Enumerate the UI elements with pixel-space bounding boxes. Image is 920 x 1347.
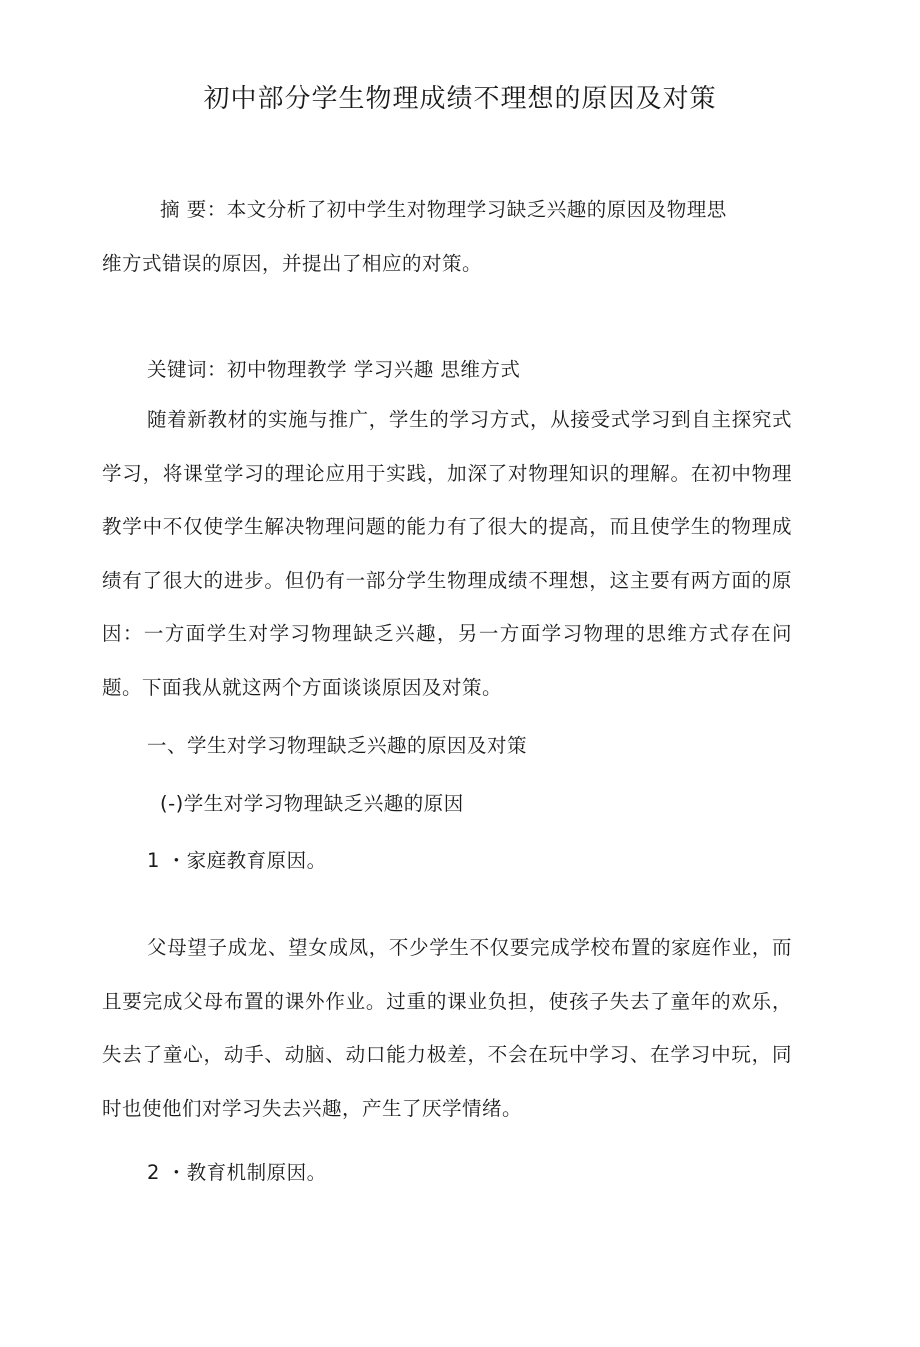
item-heading-2: 2 ・教育机制原因。	[147, 1161, 327, 1184]
item-heading-1: 1 ・家庭教育原因。	[147, 849, 327, 872]
subsection-heading-1: (-)学生对学习物理缺乏兴趣的原因	[160, 792, 464, 815]
intro-paragraph: 随着新教材的实施与推广，学生的学习方式，从接受式学习到自主探究式学习，将课堂学习的理论应用于实践，加深了对物理知识的理解。在初中物理教学中不仅使学生解决物理问题的能力有了很大的提高，而且使学生的物理成绩有了很大的进步。但仍有一部分学生物理成绩不理想，这主要有两方面的原因：一方面学生对学习物理缺乏兴趣，另一方面学习物理的思维方式存在问题。下面我从就这两个方面谈谈原因及对策。	[102, 408, 792, 699]
keywords: 关键词：初中物理教学 学习兴趣 思维方式	[147, 358, 521, 381]
abstract-line-2: 维方式错误的原因，并提出了相应的对策。	[102, 252, 483, 275]
section-heading-1: 一、学生对学习物理缺乏兴趣的原因及对策	[147, 734, 528, 757]
abstract-line-1: 摘 要：本文分析了初中学生对物理学习缺乏兴趣的原因及物理思	[160, 198, 727, 221]
item-1-paragraph: 父母望子成龙、望女成凤，不少学生不仅要完成学校布置的家庭作业，而且要完成父母布置的课外作业。过重的课业负担，使孩子失去了童年的欢乐，失去了童心，动手、动脑、动口能力极差，不会在玩中学习、在学习中玩，同时也使他们对学习失去兴趣，产生了厌学情绪。	[102, 936, 792, 1120]
document-title: 初中部分学生物理成绩不理想的原因及对策	[203, 84, 717, 114]
